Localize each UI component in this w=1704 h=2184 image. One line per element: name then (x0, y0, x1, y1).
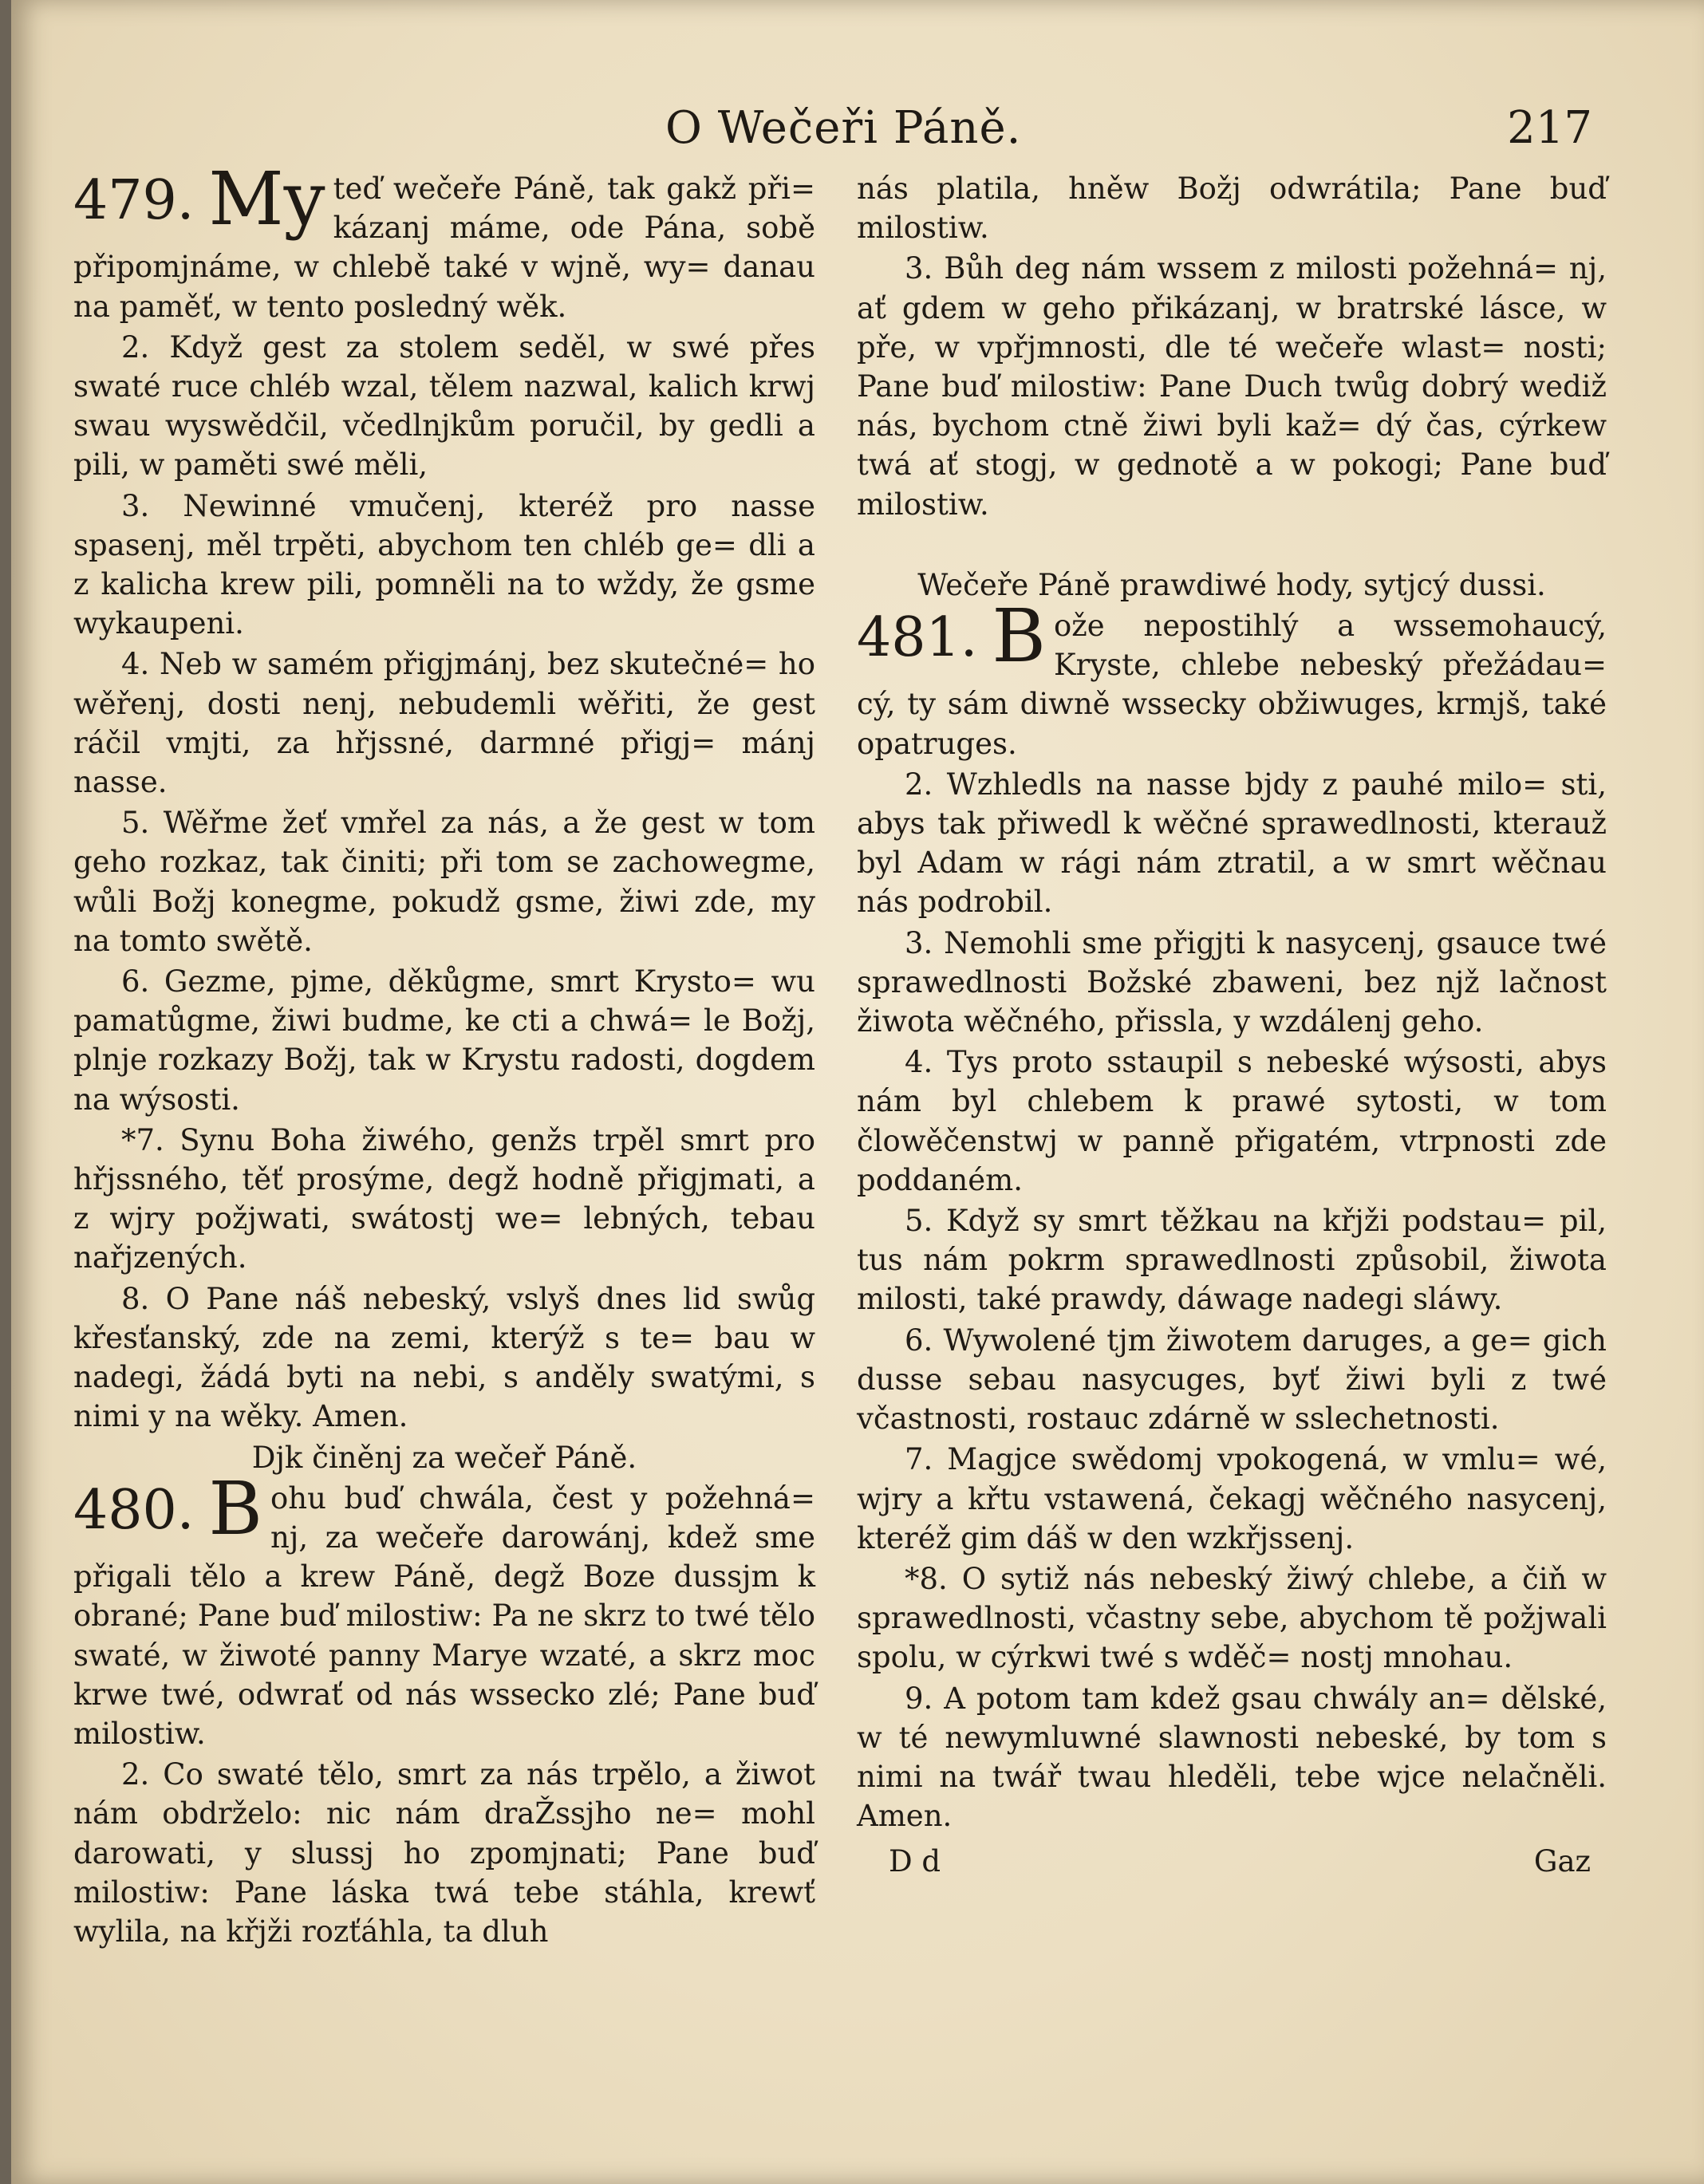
hymn-481-verse-9: 9. A potom tam kdež gsau chwály an= dělské, w té newymluwné slawnosti nebeské, by tom s nimi na twář twau hleděli, tebe wjce nelačněli. Amen. (857, 1681, 1607, 1834)
signature-mark: D d (889, 1844, 941, 1879)
section-title: Wečeře Páně prawdiwé hody, sytjcý dussi. (917, 567, 1546, 602)
drop-initial: B (992, 593, 1047, 680)
hymn-479-verse-5: 5. Wěřme žeť vmřel za nás, a že gest w tom geho rozkaz, tak činiti; při tom se zachowegme, wůli Božj konegme, pokudž gsme, žiwi zde, my na tomto swětě. (73, 806, 815, 958)
hymn-number: 481. (857, 606, 978, 670)
hymn-479-verse-2: 2. Když gest za stolem seděl, w swé přes swaté ruce chléb wzal, tělem nazwal, kalich krwj swau wyswědčil, včedlnjkům poručil, by gedli a pili, w paměti swé měli, (73, 329, 815, 483)
book-page (11, 0, 1704, 2184)
hymn-480-verse-1 (73, 1465, 815, 1753)
hymn-481-verse-5: 5. Když sy smrt těžkau na křjži podstau= pil, tus nám pokrm sprawedlnosti způsobil, žiwota milosti, také prawdy, dáwage nadegi sláwy. (857, 1204, 1607, 1317)
catchword: Gaz (1533, 1844, 1591, 1879)
hymn-480-verse-2: 2. Co swaté tělo, smrt za nás trpělo, a žiwot nám obdrželo: nic nám draŽssjho ne= mohl darowati, y slussj ho zpomjnati; Pane buď milostiw: Pane láska twá tebe stáhla, krewť wylila, na křjži rozťáhla, ta dluh (73, 1757, 815, 1949)
hymn-number: 480. (73, 1478, 195, 1542)
hymn-481-verse-7: 7. Magjce swědomj vpokogená, w vmlu= wé, wjry a křtu vstawená, čekagj wěčného nasycenj, kteréž gim dáš w den wzkřjssenj. (857, 1442, 1607, 1555)
hymn-481-verse-2: 2. Wzhledls na nasse bjdy z pauhé milo= sti, abys tak přiwedl k wěčné sprawedlnosti, kterauž byl Adam w rági nám ztratil, a w smrt wěčnau nás podrobil. (857, 767, 1607, 920)
drop-initial: B (208, 1465, 263, 1551)
hymn-481-verse-3: 3. Nemohli sme přigjti k nasycenj, gsauce twé sprawedlnosti Božské zbaweni, bez njž lačnost žiwota wěčného, přissla, y wzdálenj geho. (857, 925, 1607, 1039)
left-column (73, 156, 815, 1953)
hymn-481-verse-4: 4. Tys proto sstaupil s nebeské wýsosti, abys nám byl chlebem k prawé sytosti, w tom člowěčenstwj w panně přigatém, vtrpnosti zde poddaném. (857, 1045, 1607, 1197)
hymn-479-verse-1 (73, 156, 815, 326)
hymn-479-verse-6: 6. Gezme, pjme, děkůgme, smrt Krysto= wu pamatůgme, žiwi budme, ke cti a chwá= le Božj, plnje rozkazy Božj, tak w Krystu radosti, dogdem na wýsosti. (73, 964, 815, 1117)
hymn-480-continuation: nás platila, hněw Božj odwrátila; Pane buď milostiw. (857, 171, 1607, 246)
page-number: 217 (1507, 102, 1592, 154)
hymn-479-verse-3: 3. Newinné vmučenj, kteréž pro nasse spasenj, měl trpěti, abychom ten chléb ge= dli a z kalicha krew pili, pomněli na to wždy, že gsme wykaupeni. (73, 488, 815, 641)
verse-text: ože nepostihlý a wssemohaucý, Kryste, chlebe nebeský přežádau= cý, ty sám diwně wssecky obžiwuges, krmjš, také opatruges. (857, 609, 1607, 761)
page-footer (857, 1842, 1607, 1881)
section-title: Djk činěnj za wečeř Páně. (251, 1440, 637, 1475)
hymn-479-verse-8: 8. O Pane náš nebeský, vslyš dnes lid swůg křesťanský, zde na zemi, kterýž s te= bau w nadegi, žádá byti na nebi, s anděly swatými, s nimi y na wěky. Amen. (73, 1281, 815, 1434)
verse-text: ohu buď chwála, čest y požehná= nj, za wečeře darowánj, kdež sme přigali tělo a krew Páně, degž Boze dussjm k obrané; Pane buď milostiw: Pa ne skrz to twé tělo swaté, w žiwoté panny Marye wzaté, a skrz moc krwe twé, odwrať od nás wssecko zlé; Pane buď milostiw. (73, 1480, 815, 1751)
hymn-480-verse-3: 3. Bůh deg nám wssem z milosti požehná= nj, ať gdem w geho přikázanj, w bratrské lásce, w pře, w vpřjmnosti, dle té wečeře wlast= nosti; Pane buď milostiw: Pane Duch twůg dobrý wediž nás, bychom ctně žiwi byli kaž= dý čas, cýrkew twá ať stogj, w gednotě a w pokogi; Pane buď milostiw. (857, 251, 1607, 522)
verse-text: teď wečeře Páně, tak gakž při= kázanj máme, ode Pána, sobě připomjnáme, w chlebě také v wjně, wy= danau na paměť, w tento posledný wěk. (73, 171, 815, 324)
hymn-479-verse-4: 4. Neb w samém přigjmánj, bez skutečné= ho wěřenj, dosti nenj, nebudemli wěřiti, že gest ráčil vmjti, za hřjssné, darmné přigj= mánj nasse. (73, 647, 815, 800)
drop-initial: My (208, 156, 325, 242)
hymn-number: 479. (73, 169, 195, 232)
hymn-481-verse-1 (857, 593, 1607, 763)
hymn-479-verse-7: *7. Synu Boha žiwého, genžs trpěl smrt pro hřjssného, těť prosýme, degž hodně přigjmati, a z wjry požjwati, swátostj we= lebných, tebau nařjzených. (73, 1122, 815, 1275)
running-title: O Wečeři Páně. (665, 102, 1022, 154)
hymn-481-verse-8: *8. O sytiž nás nebeský žiwý chlebe, a čiň w sprawedlnosti, včastny sebe, abychom tě požjwali spolu, w cýrkwi twé s wděč= nostj mnohau. (857, 1561, 1607, 1675)
right-column (857, 169, 1607, 1882)
hymn-481-verse-6: 6. Wywolené tjm žiwotem daruges, a ge= gich dusse sebau nasycuges, byť žiwi byli z twé včastnosti, rostauc zdárně w sslechetnosti. (857, 1323, 1607, 1437)
